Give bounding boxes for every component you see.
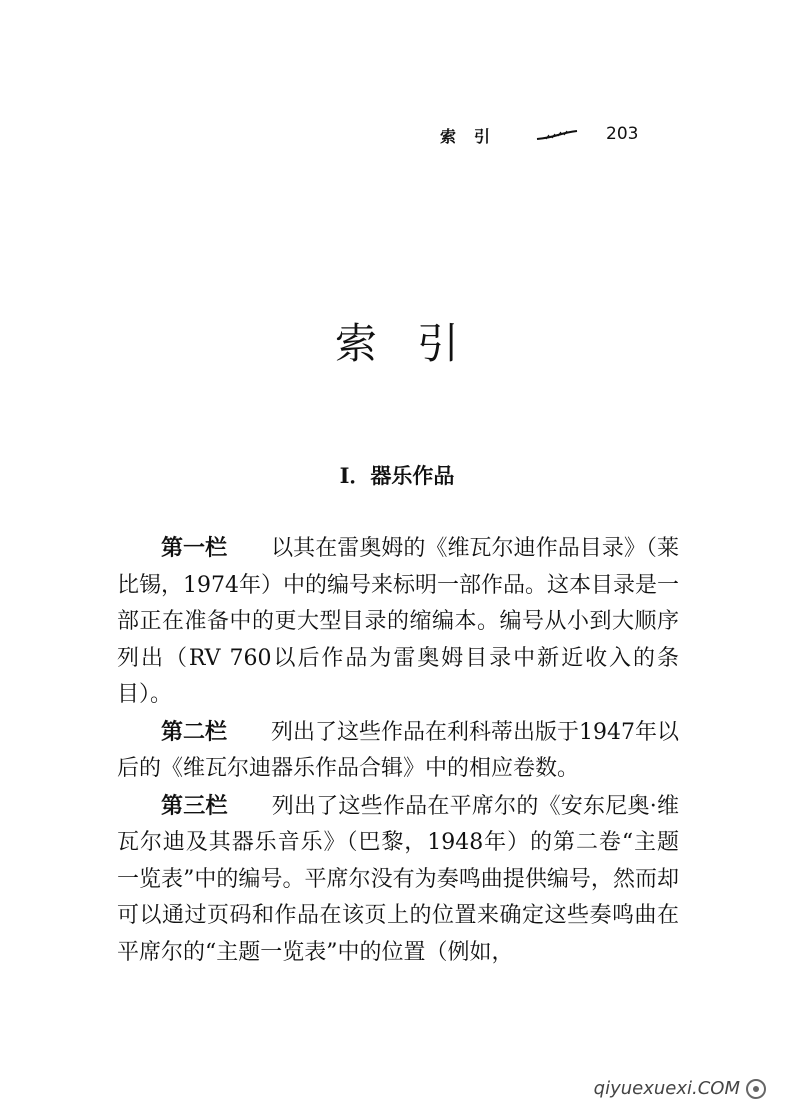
paragraph-text: 列出了这些作品在平席尔的《安东尼奥·维瓦尔迪及其器乐音乐》（巴黎，1948年）的第二卷“主题一览表”中的编号。平席尔没有为奏鸣曲提供编号，然而却可以通过页码和作品在该页上的位置来确定这些奏鸣曲在平席尔的“主题一览表”中的位置（例如， — [117, 793, 679, 965]
running-head — [440, 124, 670, 148]
paragraph-column-2 — [117, 714, 679, 788]
paragraph-text: 列出了这些作品在利科蒂出版于1947年以后的《维瓦尔迪器乐作品合辑》中的相应卷数。 — [117, 719, 680, 781]
body-text — [117, 530, 679, 971]
chapter-title: 索引 — [334, 319, 499, 369]
paragraph-text: 以其在雷奥姆的《维瓦尔迪作品目录》（莱比锡，1974年）中的编号来标明一部作品。这本目录是一部正在准备中的更大型目录的缩编本。编号从小到大顺序列出（RV 760以后作品为雷奥姆目录中新近收入的条目）。 — [117, 536, 679, 707]
column-label: 第二栏 — [161, 718, 228, 745]
watermark-logo-icon — [746, 1079, 766, 1099]
column-label: 第一栏 — [161, 535, 228, 561]
section-heading: Ⅰ．器乐作品 — [339, 463, 455, 488]
watermark — [594, 1078, 766, 1106]
watermark-text: qiyuexuexi.COM — [593, 1078, 740, 1099]
column-label: 第三栏 — [161, 792, 228, 819]
page-number: 203 — [606, 124, 639, 144]
running-head-title: 索引 — [440, 127, 509, 146]
paragraph-column-1 — [117, 530, 679, 714]
ornament-icon — [536, 130, 578, 142]
paragraph-column-3 — [117, 788, 679, 972]
